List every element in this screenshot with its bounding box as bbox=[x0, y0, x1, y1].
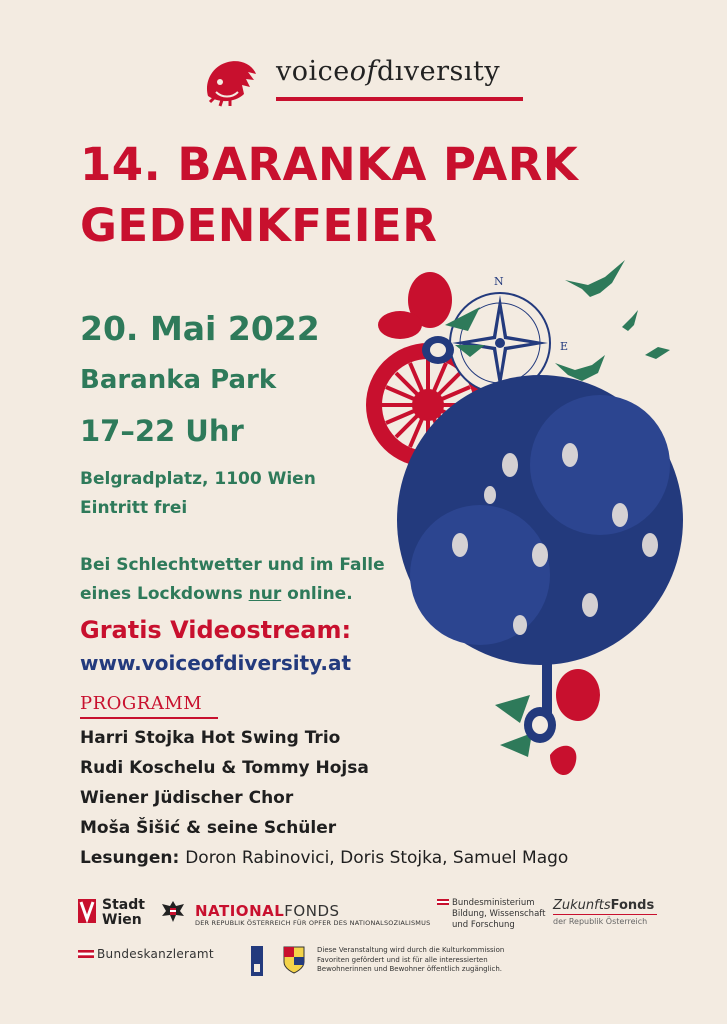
title-line-2: GEDENKFEIER bbox=[80, 199, 438, 252]
event-time: 17–22 Uhr bbox=[80, 414, 244, 448]
austria-flag-icon bbox=[437, 899, 449, 905]
logo-voice: voice bbox=[276, 56, 350, 87]
programm-underline bbox=[80, 717, 218, 719]
logo-underline bbox=[276, 97, 523, 101]
zukunftsfonds-subtitle: der Republik Österreich bbox=[553, 917, 648, 926]
website-link[interactable]: www.voiceofdiversity.at bbox=[80, 651, 352, 675]
nationalfonds-logo: NATIONALFONDS bbox=[195, 902, 340, 920]
kulturkommission-logo-icon bbox=[251, 946, 263, 976]
tree-crown-icon bbox=[397, 375, 683, 665]
zukunftsfonds-rule bbox=[553, 914, 657, 915]
title-line-1: 14. BARANKA PARK bbox=[80, 138, 579, 191]
readings-names: Doron Rabinovici, Doris Stojka, Samuel Mago bbox=[185, 848, 569, 868]
event-address: Belgradplatz, 1100 Wien bbox=[80, 469, 316, 489]
austrian-eagle-icon bbox=[160, 898, 186, 924]
programm-item: Wiener Jüdischer Chor bbox=[80, 788, 294, 808]
event-place: Baranka Park bbox=[80, 365, 277, 395]
logo-diversity: dıversıty bbox=[377, 56, 501, 87]
compass-e: E bbox=[560, 340, 569, 353]
bmbwf-logo: Bundesministerium Bildung, Wissenschaft und Forschung bbox=[452, 898, 546, 930]
nationalfonds-subtitle: DER REPUBLIK ÖSTERREICH FÜR OPFER DES NATIONALSOZIALISMUS bbox=[195, 919, 431, 927]
chestnut-flower-icon bbox=[378, 272, 485, 364]
videostream-label: Gratis Videostream: bbox=[80, 616, 352, 644]
compass-icon bbox=[450, 275, 568, 393]
favoriten-crest-icon bbox=[283, 946, 305, 974]
logo-wordmark bbox=[276, 56, 500, 87]
wien-logo-icon bbox=[78, 899, 96, 923]
event-entry: Eintritt frei bbox=[80, 498, 188, 518]
event-date: 20. Mai 2022 bbox=[80, 309, 320, 348]
programm-readings bbox=[80, 848, 568, 868]
austria-flag-icon bbox=[78, 950, 94, 958]
compass-n: N bbox=[494, 275, 504, 288]
hedgehog-logo-icon bbox=[200, 52, 262, 114]
only-underlined: nur bbox=[248, 584, 282, 604]
stadt-wien-label: Stadt Wien bbox=[102, 897, 145, 928]
disclaimer-text: Diese Veranstaltung wird durch die Kulturkommission Favoriten gefördert und ist für alle interessierten Bewohnerinnen und Bewohner öffentlich zugänglich. bbox=[317, 946, 505, 973]
readings-label: Lesungen: bbox=[80, 848, 180, 868]
weather-notice-line-2: eines Lockdowns nur online. bbox=[80, 584, 353, 604]
programm-item: Moša Šišić & seine Schüler bbox=[80, 818, 337, 838]
programm-item: Harri Stojka Hot Swing Trio bbox=[80, 728, 341, 748]
logo-of: of bbox=[349, 56, 377, 87]
programm-item: Rudi Koschelu & Tommy Hojsa bbox=[80, 758, 369, 778]
bundeskanzleramt-label: Bundeskanzleramt bbox=[97, 947, 214, 961]
programm-heading: PROGRAMM bbox=[80, 693, 203, 714]
birds-icon bbox=[555, 260, 670, 381]
weather-notice-line-1: Bei Schlechtwetter und im Falle bbox=[80, 555, 385, 575]
tree-illustration bbox=[360, 255, 727, 790]
zukunftsfonds-logo: ZukunftsFonds bbox=[553, 898, 655, 913]
